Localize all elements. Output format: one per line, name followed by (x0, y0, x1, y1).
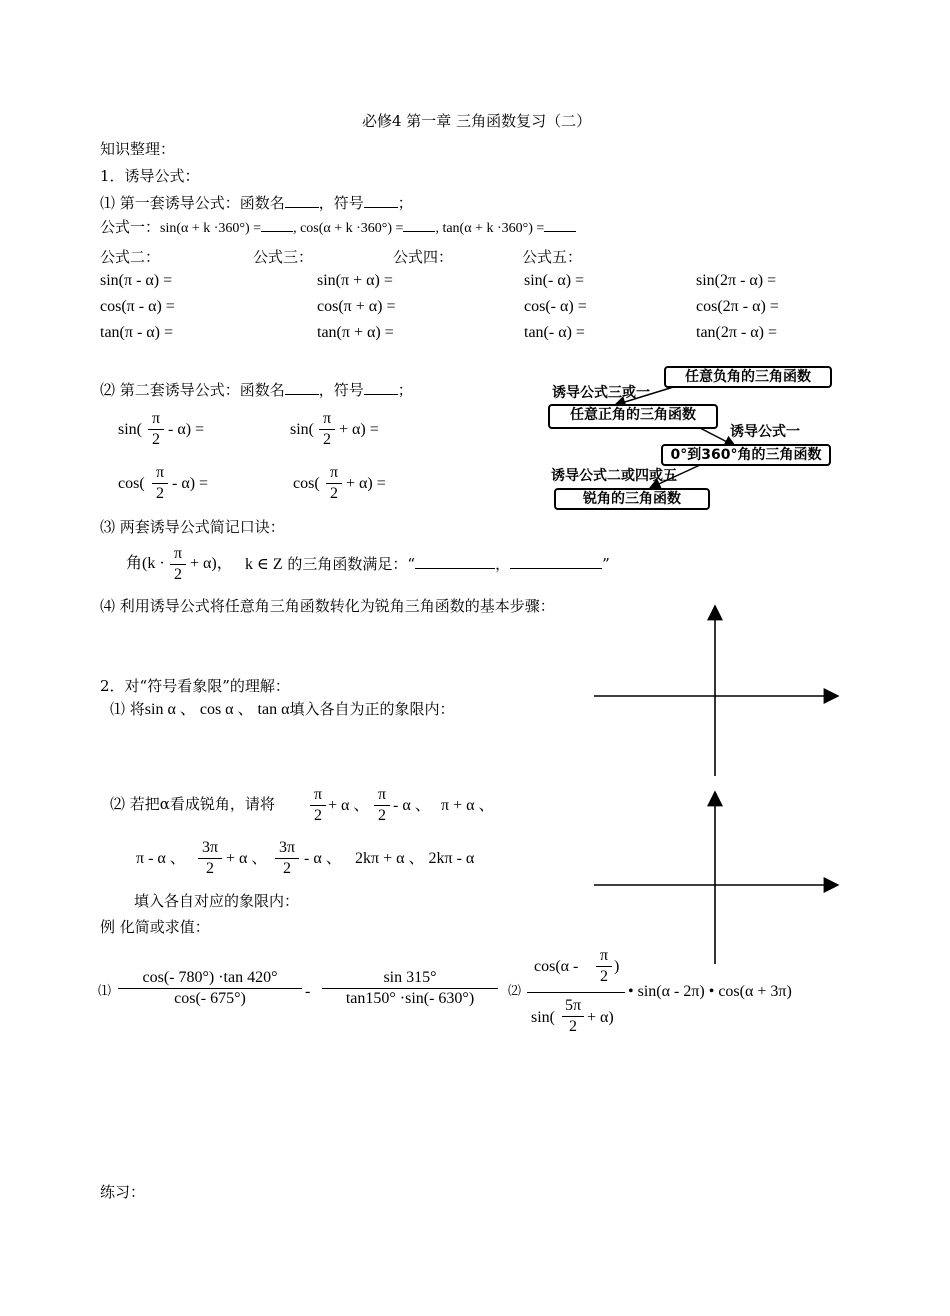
flow-arrow-label-3: 诱导公式二或四或五 (551, 468, 677, 484)
formula5-label: 公式五： (522, 248, 583, 266)
q2-fill-text: 填入各自对应的象限内： (134, 892, 300, 910)
page-title: 必修4 第一章 三角函数复习（二） (362, 112, 592, 130)
q2-term-1: + α 、 (328, 797, 370, 814)
example-p2-den: sin( (531, 1009, 555, 1026)
cos-half-pi-plus-tail: + α) = (346, 475, 386, 492)
grid-2-0: tan(π - α) = (100, 324, 174, 341)
sub4-text: ⑷ 利用诱导公式将任意角三角函数转化为锐角三角函数的基本步骤： (100, 597, 555, 615)
q2-term-5: + α 、 (226, 850, 268, 867)
q2-frac-2: π 2 (374, 786, 390, 825)
sub1-lead: ⑴ 第一套诱导公式：函数名 ，符号 ； (100, 194, 413, 212)
grid-0-2: sin(- α) = (524, 272, 585, 289)
example-p2-tail: • sin(α - 2π) • cos(α + 3π) (628, 983, 792, 1000)
q2-term-6: - α 、 (304, 850, 342, 867)
section1-heading: 1．诱导公式： (100, 167, 200, 185)
sin-half-pi-minus-tail: - α) = (168, 421, 205, 438)
flow-box-0-360: 0°到360°角的三角函数 (661, 444, 831, 466)
flow-box-negative-angle: 任意负角的三角函数 (664, 366, 832, 388)
grid-0-1: sin(π + α) = (317, 272, 393, 289)
example-p1-frac1: cos(- 780°) ·tan 420° cos(- 675°) (118, 969, 302, 1008)
formula4-label: 公式四： (393, 248, 454, 266)
formula2-label: 公式二： (100, 248, 161, 266)
grid-0-0: sin(π - α) = (100, 272, 173, 289)
flow-box-positive-angle: 任意正角的三角函数 (548, 404, 718, 429)
q2-frac-1: π 2 (310, 786, 326, 825)
grid-1-1: cos(π + α) = (317, 298, 396, 315)
q2-term-3: π + α 、 (441, 797, 495, 814)
formula3-label: 公式三： (253, 248, 314, 266)
grid-2-2: tan(- α) = (524, 324, 585, 341)
example-p1-label: ⑴ (98, 984, 112, 999)
grid-2-3: tan(2π - α) = (696, 324, 778, 341)
q2-term-2: - α 、 (393, 797, 431, 814)
cos-half-pi-minus-tail: - α) = (172, 475, 209, 492)
grid-1-2: cos(- α) = (524, 298, 587, 315)
half-pi-frac-1: π 2 (148, 410, 164, 449)
formula1-line: 公式一：sin(α + k ·360°) = , cos(α + k ·360°) = , tan(α + k ·360°) = (100, 218, 576, 238)
sub2-lead: ⑵ 第二套诱导公式：函数名 ，符号 ； (100, 381, 413, 399)
example-p2-den-tail: + α) (587, 1009, 614, 1026)
q2-frac-3: 3π 2 (198, 839, 222, 878)
q2-frac-4: 3π 2 (275, 839, 299, 878)
section2-q1: ⑴ 将sin α 、 cos α 、 tan α填入各自为正的象限内： (110, 700, 455, 718)
sin-half-pi-minus-label: sin( (118, 421, 142, 438)
knowledge-heading: 知识整理： (100, 140, 176, 158)
sin-half-pi-plus-label: sin( (290, 421, 314, 438)
grid-1-3: cos(2π - α) = (696, 298, 779, 315)
sin-half-pi-plus-tail: + α) = (339, 421, 379, 438)
example-p2-num-close: ) (614, 958, 620, 975)
section2-heading: 2．对“符号看象限”的理解： (100, 677, 290, 695)
practice-heading: 练习： (100, 1183, 146, 1201)
flow-arrow-label-2: 诱导公式一 (730, 424, 800, 440)
example-heading: 例 化简或求值： (100, 918, 210, 936)
grid-0-3: sin(2π - α) = (696, 272, 777, 289)
q2-term-4: π - α 、 (136, 850, 186, 867)
example-p2-num-frac: π 2 (596, 947, 612, 986)
q2-term-7: 2kπ + α 、 2kπ - α (355, 850, 475, 867)
flow-arrow-label-1: 诱导公式三或一 (552, 385, 650, 401)
half-pi-frac-3: π 2 (152, 464, 168, 503)
cos-half-pi-plus-label: cos( (293, 475, 320, 492)
half-pi-frac-2: π 2 (319, 410, 335, 449)
flow-box-acute-angle: 锐角的三角函数 (554, 488, 710, 510)
example-p1-frac2: sin 315° tan150° ·sin(- 630°) (322, 969, 498, 1008)
section2-q2-lead: ⑵ 若把α看成锐角，请将 (110, 795, 275, 813)
sub3-half-pi: π 2 (170, 545, 186, 584)
example-p2-den-frac: 5π 2 (562, 997, 584, 1036)
grid-2-1: tan(π + α) = (317, 324, 394, 341)
sub3-angle-pre: 角(k · (126, 555, 165, 572)
example-p2-num: cos(α - (534, 958, 579, 975)
half-pi-frac-4: π 2 (326, 464, 342, 503)
example-p2-bar (527, 992, 625, 993)
example-p1-minus: - (305, 983, 311, 1000)
cos-half-pi-minus-label: cos( (118, 475, 145, 492)
sub3-rest: k ∈ Z 的三角函数满足：“ ， ” (245, 555, 610, 573)
example-p2-label: ⑵ (508, 984, 522, 999)
grid-1-0: cos(π - α) = (100, 298, 175, 315)
sub3-angle-post: + α)， (190, 555, 233, 572)
sub3-lead: ⑶ 两套诱导公式简记口诀： (100, 518, 285, 536)
